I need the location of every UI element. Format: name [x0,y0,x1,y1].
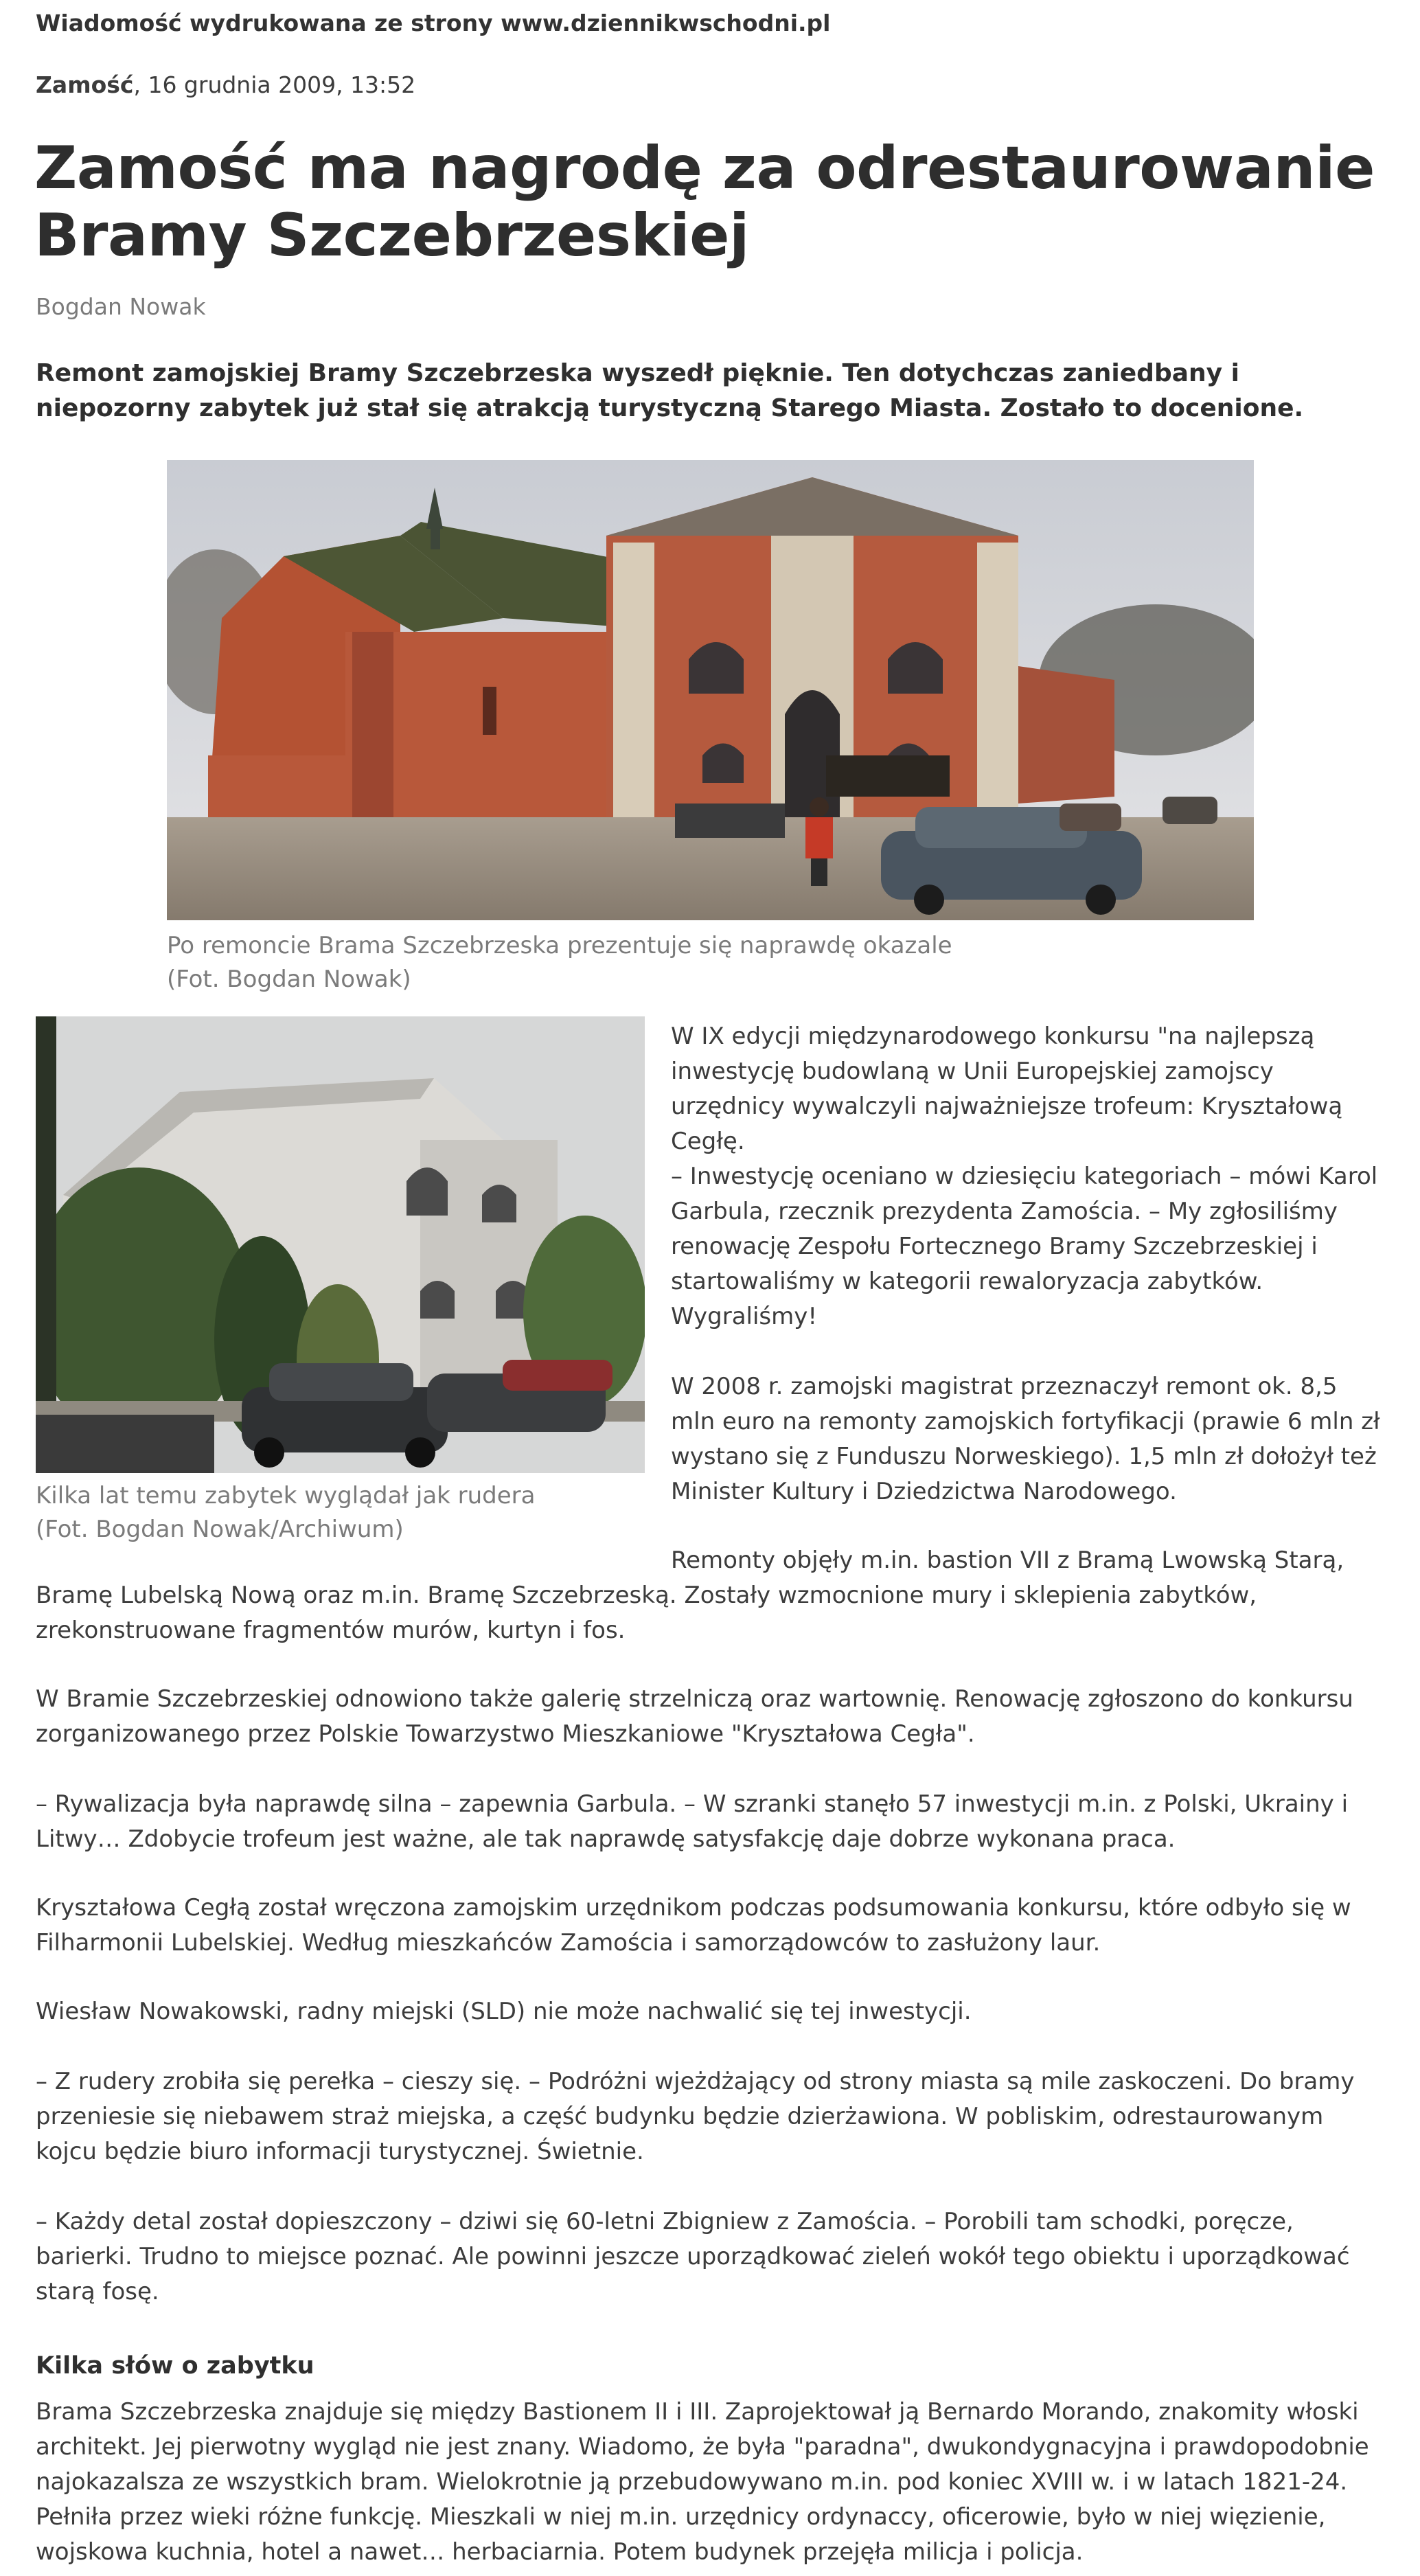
dateline [36,71,415,98]
main-caption-line-2: (Fot. Bogdan Nowak) [167,966,411,993]
archive-photo [36,1016,645,1473]
print-source-header: Wiadomość wydrukowana ze strony www.dziennikwschodni.pl [36,10,831,36]
body-paragraph-5: W Bramie Szczebrzeskiej odnowiono także galerię strzelniczą oraz wartownię. Renowację zgłoszono do konkursu zorganizowanego przez Polskie Towarzystwo Mieszkaniowe "Kryształowa Cegła". [36,1685,1353,1748]
side-caption-line-1: Kilka lat temu zabytek wyglądał jak rudera [36,1482,536,1509]
body-paragraph-1: W IX edycji międzynarodowego konkursu "na najlepszą inwestycję budowlaną w Unii Europejskiej zamojscy urzędnicy wywalczyli najważniejsze trofeum: Kryształową Cegłę. [671,1023,1343,1155]
body-paragraph-7: Kryształowa Cegłą został wręczona zamojskim urzędnikom podczas podsumowania konkursu, które odbyło się w Filharmonii Lubelskiej. Według mieszkańców Zamościa i samorządowców to zasłużony laur. [36,1894,1351,1957]
body-paragraph-8: Wiesław Nowakowski, radny miejski (SLD) nie może nachwalić się tej inwestycji. [36,1998,972,2025]
main-photo [167,460,1254,920]
main-caption-line-1: Po remoncie Brama Szczebrzeska prezentuje się naprawdę okazale [167,932,952,959]
body-paragraph-6: – Rywalizacja była naprawdę silna – zapewnia Garbula. – W szranki stanęło 57 inwestycji m.in. z Polski, Ukrainy i Litwy… Zdobycie trofeum jest ważne, ale tak naprawdę satysfakcję daje dobrze wykonana praca. [36,1790,1349,1853]
info-box-text: Brama Szczebrzeska znajduje się między Bastionem II i III. Zaprojektował ją Bernardo Morando, znakomity włoski architekt. Jej pierwotny wygląd nie jest znany. Wiadomo, że była "paradna", dwukondygnacyjna i prawdopodobnie najokazalsza ze wszystkich bram. Wielokrotnie ją przebudowywano m.in. pod koniec XVIII w. i w latach 1821-24. Pełniła przez wieki różne funkcję. Mieszkali w niej m.in. urzędnicy ordynaccy, oficerowie, było w niej więzienie, wojskowa kuchnia, hotel a nawet… herbaciarnia. Potem budynek przejęła milicja i policja. [36,2398,1369,2566]
dateline-date: , 16 grudnia 2009, 13:52 [133,71,416,98]
author-byline: Bogdan Nowak [36,293,206,320]
old-gate-illustration [36,1016,645,1473]
body-paragraph-3: W 2008 r. zamojski magistrat przeznaczył remont ok. 8,5 mln euro na remonty zamojskich fortyfikacji (prawie 6 mln zł wystano się z Funduszu Norweskiego). 1,5 mln zł dołożył też Minister Kultury i Dziedzictwa Narodowego. [671,1373,1380,1505]
archive-photo-caption [36,1479,645,1547]
main-photo-caption [167,929,1254,996]
dateline-place: Zamość [36,71,134,98]
body-paragraph-9: – Z rudery zrobiła się perełka – cieszy się. – Podróżni wjeżdżający od strony miasta są mile zaskoczeni. Do bramy przeniesie się niebawem straż miejska, a część budynku będzie dzierżawiona. W pobliskim, odrestaurowanym kojcu będzie biuro informacji turystycznej. Świetnie. [36,2068,1355,2165]
renovated-gate-illustration [167,460,1254,920]
headline-line-1: Zamość ma nagrodę za odrestaurowanie [34,134,1375,203]
article-lead: Remont zamojskiej Bramy Szczebrzeska wyszedł pięknie. Ten dotychczas zaniedbany i niepozorny zabytek już stał się atrakcją turystyczną Starego Miasta. Zostało to docenione. [36,359,1304,422]
headline-line-2: Bramy Szczebrzeskiej [34,201,749,270]
body-paragraph-4-rest: Bramę Lubelską Nową oraz m.in. Bramę Szczebrzeską. Zostały wzmocnione mury i sklepienia zabytków, zrekonstruowane fragmentów murów, kurtyn i fos. [36,1582,1257,1644]
body-paragraph-10: – Każdy detal został dopieszczony – dziwi się 60-letni Zbigniew z Zamościa. – Porobili tam schodki, poręcze, barierki. Trudno to miejsce poznać. Ale powinni jeszcze uporządkować zieleń wokół tego obiektu i uporządkować starą fosę. [36,2208,1350,2305]
side-caption-line-2: (Fot. Bogdan Nowak/Archiwum) [36,1516,404,1543]
body-paragraph-2: – Inwestycję oceniano w dziesięciu kategoriach – mówi Karol Garbula, rzecznik prezydenta Zamościa. – My zgłosiliśmy renowację Zespołu Fortecznego Bramy Szczebrzeskiej i startowaliśmy w kategorii rewaloryzacja zabytków. Wygraliśmy! [671,1163,1378,1330]
info-box-title: Kilka słów o zabytku [36,2352,314,2380]
article-headline [34,135,1380,269]
body-paragraph-4-start: Remonty objęły m.in. bastion VII z Bramą Lwowską Starą, [671,1547,1344,1574]
